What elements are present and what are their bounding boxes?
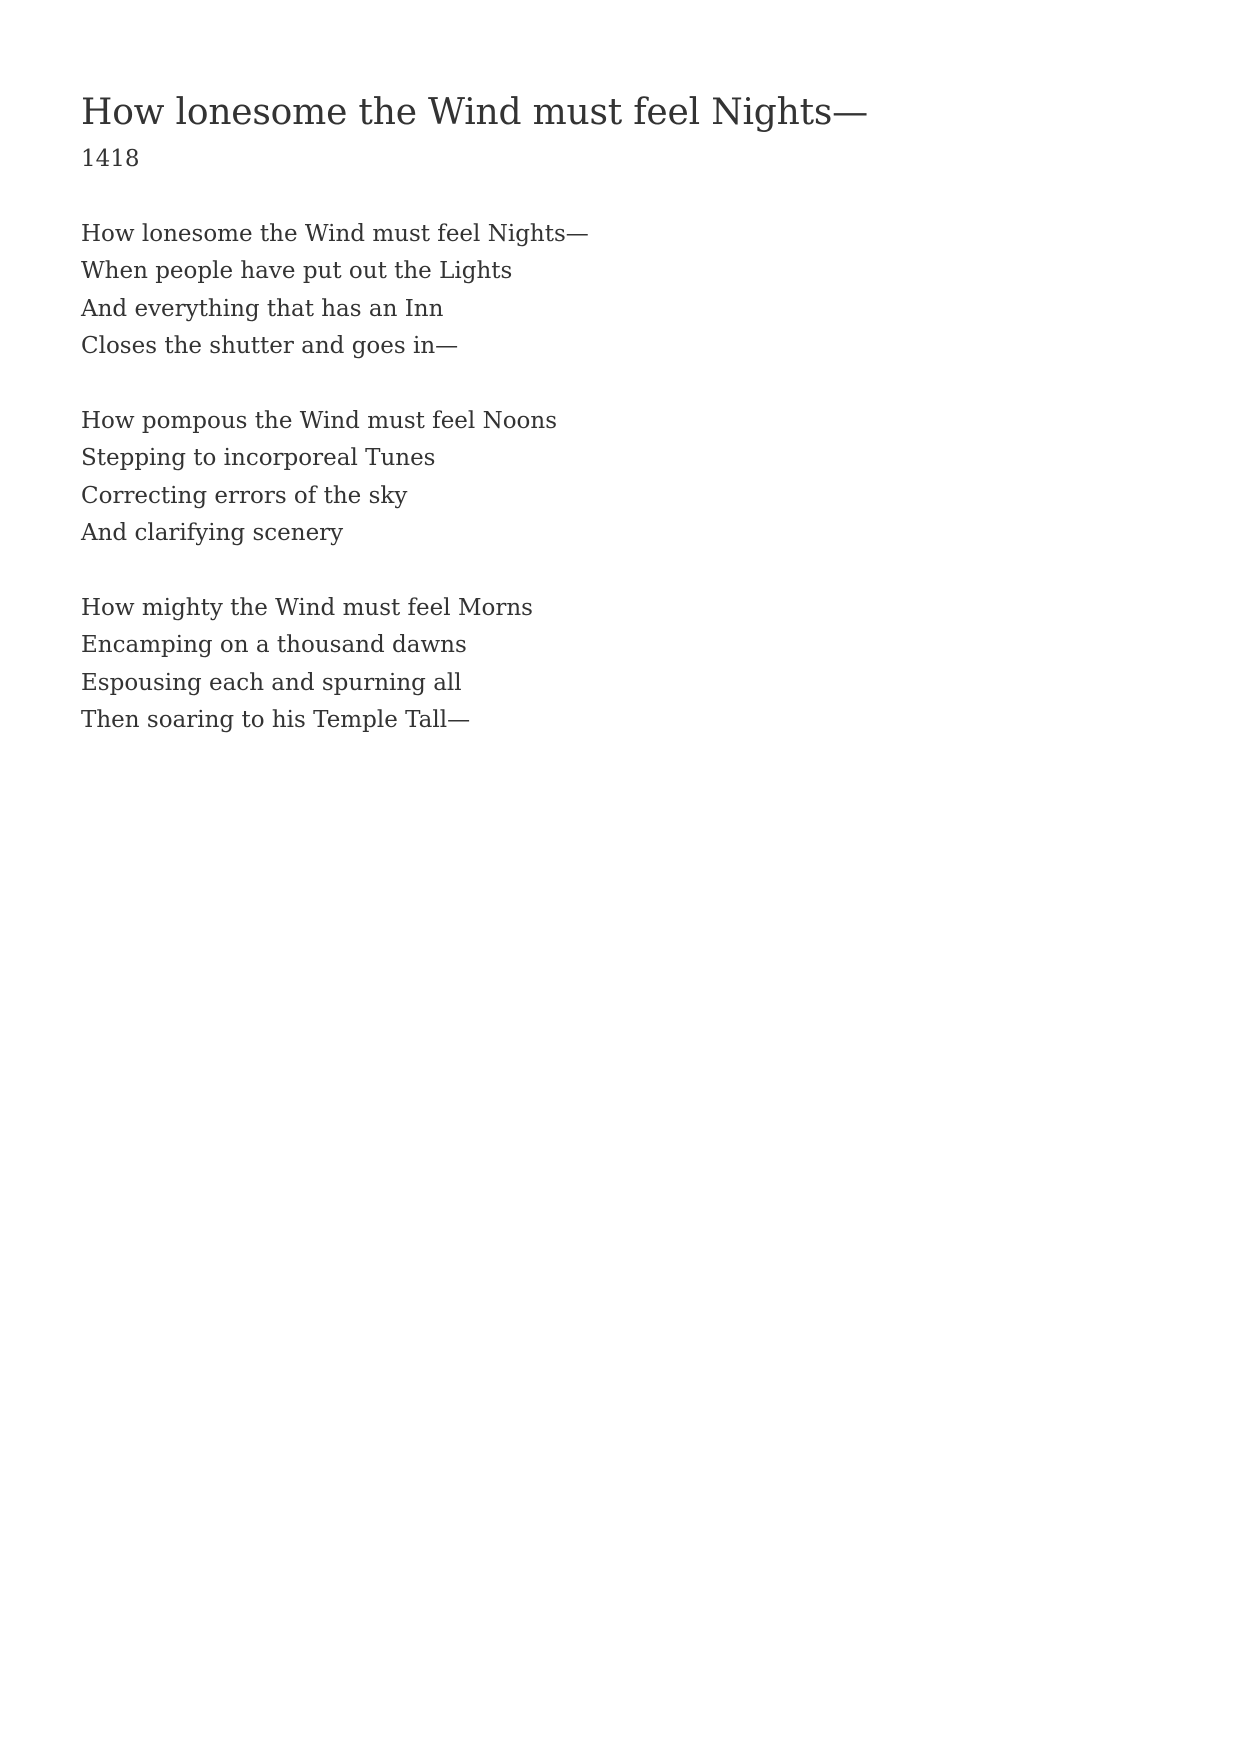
poem-line: Closes the shutter and goes in— bbox=[81, 332, 459, 359]
poem-line: How mighty the Wind must feel Morns bbox=[81, 595, 533, 621]
poem-title: How lonesome the Wind must feel Nights— bbox=[81, 92, 868, 133]
poem-line: How lonesome the Wind must feel Nights— bbox=[81, 221, 589, 247]
poem-line: Correcting errors of the sky bbox=[81, 482, 408, 509]
stanza bbox=[81, 216, 589, 365]
poem-line: And everything that has an Inn bbox=[81, 295, 444, 322]
poem-line: How pompous the Wind must feel Noons bbox=[81, 408, 558, 434]
poem-number: 1418 bbox=[81, 146, 140, 172]
poem-line: Encamping on a thousand dawns bbox=[81, 632, 467, 659]
poem-line: Stepping to incorporeal Tunes bbox=[81, 445, 436, 472]
poem-line: And clarifying scenery bbox=[81, 519, 344, 546]
poem-line: Then soaring to his Temple Tall— bbox=[81, 706, 471, 733]
stanza bbox=[81, 590, 533, 739]
poem-line: When people have put out the Lights bbox=[81, 258, 513, 285]
stanza bbox=[81, 403, 557, 552]
document-page bbox=[81, 0, 1161, 1755]
poem-line: Espousing each and spurning all bbox=[81, 669, 462, 696]
